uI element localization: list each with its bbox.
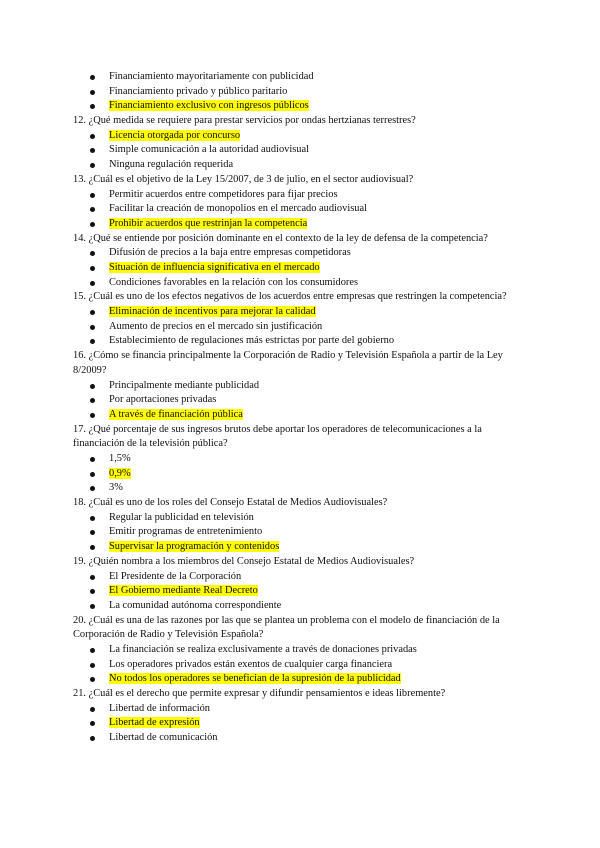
correct-answer-text: Libertad de expresión	[109, 717, 200, 729]
bullet-icon	[90, 604, 95, 609]
bullet-icon	[90, 663, 95, 668]
bullet-icon	[90, 707, 95, 712]
correct-answer-text: Supervisar la programación y contenidos	[109, 541, 280, 553]
correct-answer-text: Situación de influencia significativa en el mercado	[109, 261, 320, 273]
answer-option	[73, 305, 523, 320]
answer-text: Regular la publicidad en televisión	[109, 511, 254, 523]
quiz-content	[73, 70, 523, 746]
answer-option	[73, 379, 523, 394]
bullet-icon	[90, 457, 95, 462]
question-text: 16. ¿Cómo se financia principalmente la Corporación de Radio y Televisión Española a partir de la Ley 8/2009?	[73, 350, 503, 376]
answer-text: La financiación se realiza exclusivamente a través de donaciones privadas	[109, 644, 417, 655]
bullet-icon	[90, 486, 95, 491]
answer-option	[73, 672, 523, 687]
bullet-icon	[90, 104, 95, 109]
bullet-icon	[90, 472, 95, 477]
bullet-icon	[90, 516, 95, 521]
answer-text: 1,5%	[109, 453, 131, 464]
answer-text: Facilitar la creación de monopolios en el mercado audiovisual	[109, 203, 367, 215]
bullet-icon	[90, 339, 95, 344]
answer-option	[73, 452, 523, 467]
question-text: 20. ¿Cuál es una de las razones por las que se plantea un problema con el modelo de financiación de la Corporación de Radio y Televisión Española?	[73, 614, 500, 641]
bullet-icon	[90, 736, 95, 741]
correct-answer-text: Licencia otorgada por concurso	[109, 129, 241, 141]
bullet-icon	[90, 545, 95, 550]
answer-text: Simple comunicación a la autoridad audiovisual	[109, 144, 309, 156]
bullet-icon	[90, 721, 95, 726]
bullet-icon	[90, 398, 95, 403]
answer-option	[73, 129, 523, 144]
bullet-icon	[90, 134, 95, 139]
bullet-icon	[90, 589, 95, 594]
answer-text: Emitir programas de entretenimiento	[109, 526, 263, 538]
question-text: 21. ¿Cuál es el derecho que permite expresar y difundir pensamientos e ideas libremente?	[73, 688, 446, 700]
answer-option	[73, 99, 523, 114]
correct-answer-text: Eliminación de incentivos para mejorar la calidad	[109, 306, 316, 318]
answer-text: Condiciones favorables en la relación con los consumidores	[109, 276, 359, 288]
correct-answer-text: 0,9%	[109, 467, 131, 479]
bullet-icon	[90, 222, 95, 227]
answer-option	[73, 188, 523, 203]
answer-text: Por aportaciones privadas	[109, 394, 217, 406]
answer-text: La comunidad autónoma correspondiente	[109, 599, 282, 611]
bullet-icon	[90, 193, 95, 198]
answer-option	[73, 408, 523, 423]
answer-option	[73, 570, 523, 585]
bullet-icon	[90, 325, 95, 330]
answer-option	[73, 261, 523, 276]
answer-option	[73, 481, 523, 496]
answer-option	[73, 716, 523, 731]
correct-answer-text: El Gobierno mediante Real Decreto	[109, 585, 258, 597]
answer-option	[73, 643, 523, 658]
answer-option	[73, 70, 523, 85]
answer-text: 3%	[109, 482, 123, 494]
answer-option	[73, 158, 523, 173]
answer-option	[73, 658, 523, 673]
bullet-icon	[90, 281, 95, 286]
bullet-icon	[90, 530, 95, 535]
answer-option	[73, 702, 523, 717]
answer-text: El Presidente de la Corporación	[109, 570, 242, 582]
bullet-icon	[90, 575, 95, 580]
answer-text: Establecimiento de regulaciones más estrictas por parte del gobierno	[109, 335, 395, 347]
correct-answer-text: No todos los operadores se benefician de la supresión de la publicidad	[109, 673, 401, 685]
answer-option	[73, 85, 523, 100]
answer-option	[73, 217, 523, 232]
answer-option	[73, 202, 523, 217]
correct-answer-text: A través de financiación pública	[109, 408, 243, 420]
answer-option	[73, 731, 523, 746]
question-text: 17. ¿Qué porcentaje de sus ingresos brutos debe aportar los operadores de telecomunicaciones a la financiación de la televisión pública?	[73, 423, 482, 450]
answer-option	[73, 334, 523, 349]
answer-text: Aumento de precios en el mercado sin justificación	[109, 320, 323, 332]
answer-text: Permitir acuerdos entre competidores para fijar precios	[109, 188, 338, 200]
bullet-icon	[90, 148, 95, 153]
question-text: 12. ¿Qué medida se requiere para prestar servicios por ondas hertzianas terrestres?	[73, 115, 416, 127]
answer-text: Principalmente mediante publicidad	[109, 379, 260, 391]
answer-option	[73, 393, 523, 408]
answer-option	[73, 525, 523, 540]
answer-text: Libertad de comunicación	[109, 732, 218, 744]
answer-option	[73, 540, 523, 555]
answer-option	[73, 143, 523, 158]
answer-option	[73, 320, 523, 335]
answer-text: Libertad de información	[109, 702, 210, 714]
bullet-icon	[90, 310, 95, 315]
answer-option	[73, 511, 523, 526]
answer-text: Difusión de precios a la baja entre empresas competidoras	[109, 247, 351, 259]
bullet-icon	[90, 163, 95, 168]
answer-text: Los operadores privados están exentos de cualquier carga financiera	[109, 658, 393, 670]
answer-option	[73, 599, 523, 614]
answer-option	[73, 467, 523, 482]
bullet-icon	[90, 677, 95, 682]
bullet-icon	[90, 266, 95, 271]
answer-option	[73, 276, 523, 291]
question-text: 13. ¿Cuál es el objetivo de la Ley 15/2007, de 3 de julio, en el sector audiovisual?	[73, 173, 414, 185]
question-text: 18. ¿Cuál es uno de los roles del Consejo Estatal de Medios Audiovisuales?	[73, 497, 388, 509]
bullet-icon	[90, 207, 95, 212]
bullet-icon	[90, 90, 95, 95]
answer-text: Ninguna regulación requerida	[109, 159, 234, 171]
bullet-icon	[90, 648, 95, 653]
question-text: 15. ¿Cuál es uno de los efectos negativos de los acuerdos entre empresas que restringen la competencia?	[73, 291, 507, 303]
bullet-icon	[90, 413, 95, 418]
bullet-icon	[90, 75, 95, 80]
answer-option	[73, 246, 523, 261]
bullet-icon	[90, 251, 95, 256]
correct-answer-text: Prohibir acuerdos que restrinjan la competencia	[109, 217, 308, 229]
answer-text: Financiamiento mayoritariamente con publicidad	[109, 71, 314, 82]
question-text: 14. ¿Qué se entiende por posición dominante en el contexto de la ley de defensa de la competencia?	[73, 232, 488, 244]
bullet-icon	[90, 384, 95, 389]
question-text: 19. ¿Quién nombra a los miembros del Consejo Estatal de Medios Audiovisuales?	[73, 555, 415, 567]
answer-option	[73, 584, 523, 599]
answer-text: Financiamiento privado y público paritario	[109, 85, 288, 97]
correct-answer-text: Financiamiento exclusivo con ingresos públicos	[109, 100, 309, 112]
